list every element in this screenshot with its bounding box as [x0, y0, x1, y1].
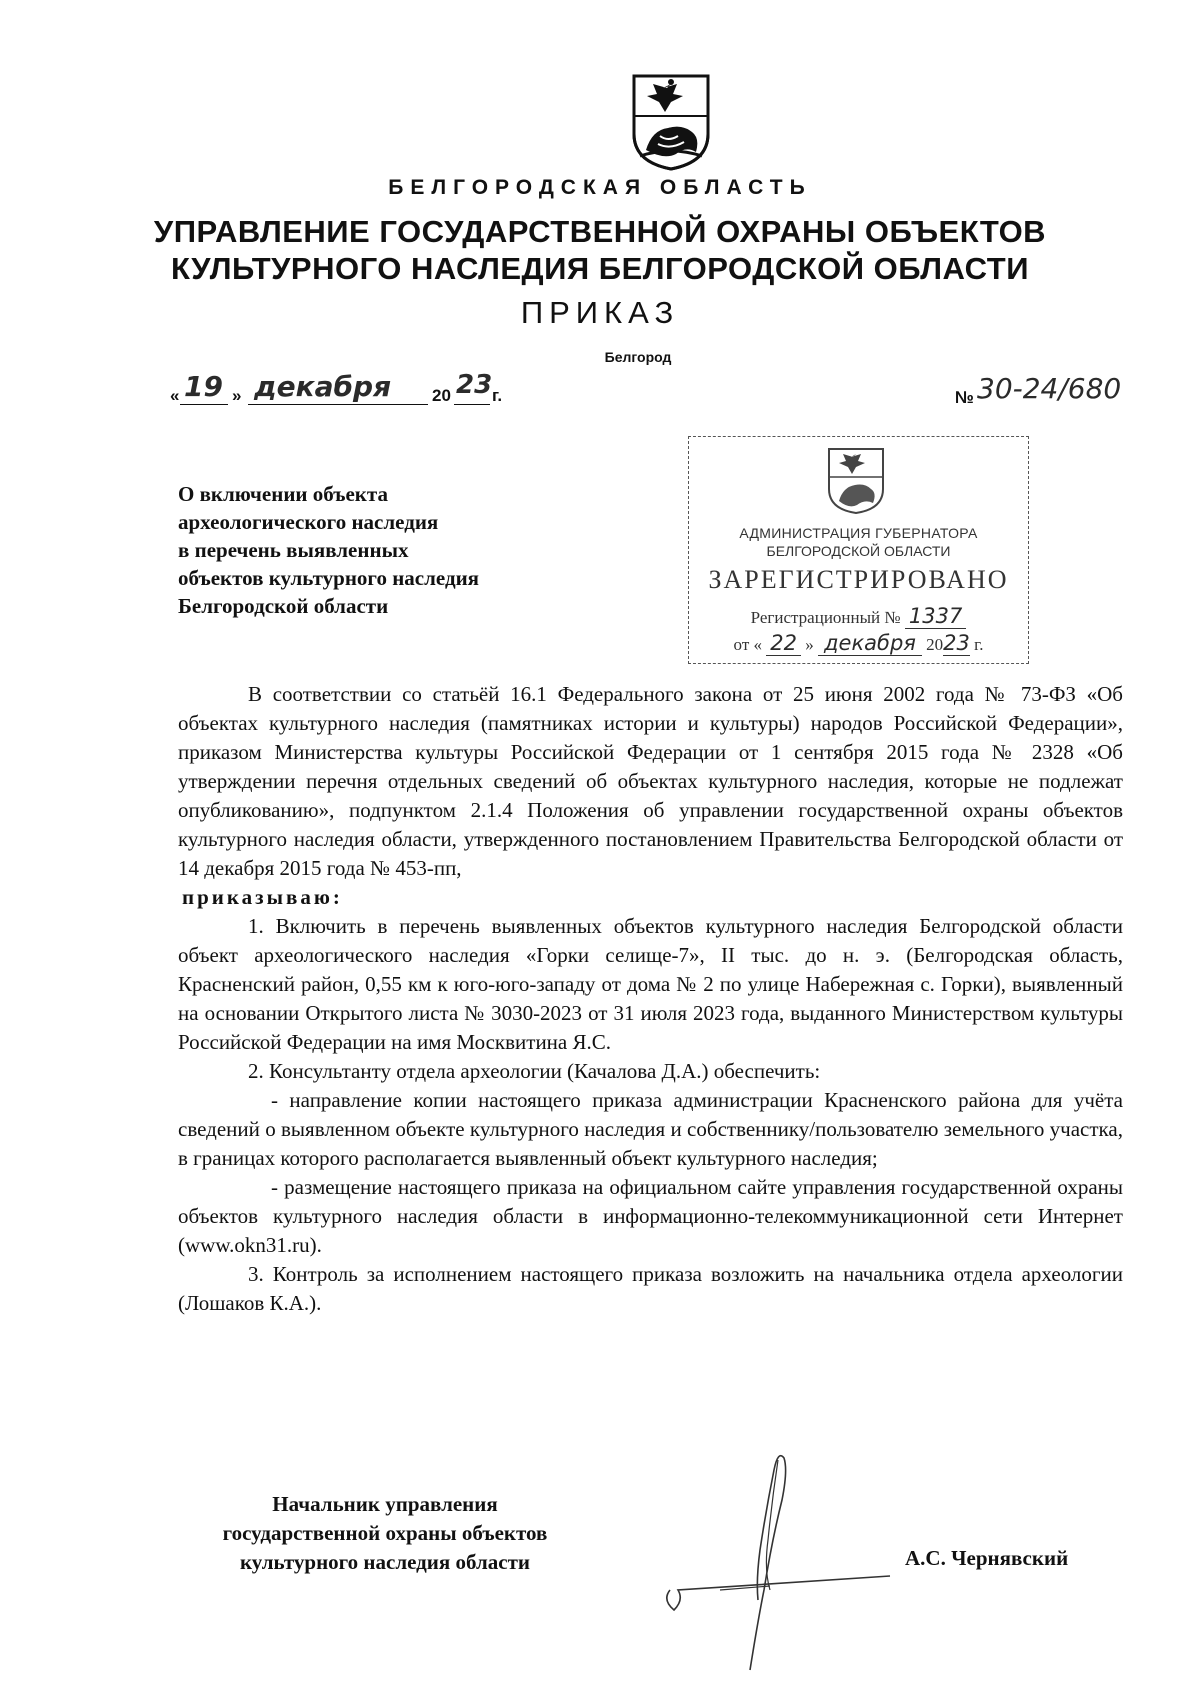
organization-name-line2: КУЛЬТУРНОГО НАСЛЕДИЯ БЕЛГОРОДСКОЙ ОБЛАСТИ	[171, 251, 1029, 286]
stamp-date	[689, 631, 1028, 655]
signatory-title	[175, 1490, 595, 1577]
number-value: 30-24/680	[977, 372, 1122, 405]
stamp-date-month: декабря	[818, 631, 922, 656]
document-body	[178, 680, 1123, 1318]
signatory-name: А.С. Чернявский	[905, 1546, 1069, 1570]
subject-line: в перечень выявленных	[178, 538, 409, 562]
subject-line: археологического наследия	[178, 510, 439, 534]
item-1-paragraph: 1. Включить в перечень выявленных объектов культурного наследия Белгородской области объект археологического наследия «Горки селище-7», II тыс. до н. э. (Белгородская область, Красненский район, 0,55 км к юго-юго-западу от дома № 2 по улице Набережная с. Горки), выявленный на основании Открытого листа № 3030-2023 от 31 июля 2023 года, выданного Министерством культуры Российской Федерации на имя Москвитина Я.С.	[178, 914, 1123, 1054]
date-day-underline	[180, 404, 228, 405]
subject-line: объектов культурного наследия	[178, 566, 480, 590]
signatory-title-line: культурного наследия области	[239, 1550, 531, 1574]
date-month: декабря	[254, 370, 392, 403]
date-year-prefix: 20	[432, 386, 451, 405]
stamp-registration-number	[689, 604, 1028, 628]
stamp-date-close: »	[805, 635, 814, 654]
number-prefix: №	[955, 388, 974, 407]
document-subject	[178, 480, 598, 620]
date-open-quote: «	[170, 386, 180, 405]
signatory-title-line: Начальник управления	[272, 1492, 498, 1516]
stamp-registered: ЗАРЕГИСТРИРОВАНО	[708, 565, 1009, 594]
stamp-date-year-mark: г.	[974, 635, 984, 654]
stamp-reg-number: 1337	[905, 604, 966, 629]
stamp-date-year-suffix: 23	[943, 631, 970, 655]
date-day: 19	[184, 370, 223, 403]
item-2-paragraph: 2. Консультанту отдела археологии (Качалова Д.А.) обеспечить:	[248, 1059, 821, 1083]
coat-of-arms-emblem	[630, 72, 712, 172]
document-date	[170, 372, 540, 408]
stamp-emblem-icon	[825, 445, 887, 515]
date-close-quote: »	[232, 386, 242, 405]
document-city: Белгород	[604, 349, 672, 365]
signatory-title-line: государственной охраны объектов	[222, 1521, 548, 1545]
date-year-underline	[454, 404, 490, 405]
stamp-date-year-prefix: 20	[926, 635, 944, 654]
date-month-underline	[248, 404, 428, 405]
item-2b-paragraph: - размещение настоящего приказа на официальном сайте управления государственной охраны объектов культурного наследия области в информационно-телекоммуникационной сети Интернет (www.okn31.ru).	[178, 1175, 1123, 1257]
date-year-mark: г.	[492, 386, 503, 405]
subject-line: Белгородской области	[178, 594, 389, 618]
stamp-date-from: от «	[733, 635, 763, 654]
stamp-line1: АДМИНИСТРАЦИЯ ГУБЕРНАТОРА	[739, 525, 978, 541]
document-type: ПРИКАЗ	[520, 295, 680, 330]
order-word: приказываю:	[182, 885, 343, 909]
date-year-suffix: 23	[456, 370, 493, 400]
item-3-paragraph: 3. Контроль за исполнением настоящего приказа возложить на начальника отдела археологии (Лошаков К.А.).	[178, 1262, 1123, 1315]
organization-name-line1: УПРАВЛЕНИЕ ГОСУДАРСТВЕННОЙ ОХРАНЫ ОБЪЕКТОВ	[153, 214, 1047, 249]
subject-line: О включении объекта	[178, 482, 388, 506]
preamble-paragraph: В соответствии со статьёй 16.1 Федерального закона от 25 июня 2002 года № 73-ФЗ «Об объектах культурного наследия (памятниках истории и культуры) народов Российской Федерации», приказом Министерства культуры Российской Федерации от 1 сентября 2015 года № 2328 «Об утверждении перечня отдельных сведений об объектах культурного наследия, которые не подлежат опубликованию», подпунктом 2.1.4 Положения об управлении государственной охраны объектов культурного наследия области, утвержденного постановлением Правительства Белгородской области от 14 декабря 2015 года № 453-пп,	[178, 682, 1123, 880]
registration-stamp	[688, 436, 1029, 664]
handwritten-signature	[660, 1440, 900, 1680]
stamp-reg-label: Регистрационный №	[750, 608, 901, 627]
item-2a-paragraph: - направление копии настоящего приказа администрации Красненского района для учёта сведений о выявленном объекте культурного наследия и собственнику/пользователю земельного участка, в границах которого располагается выявленный объект культурного наследия;	[178, 1088, 1123, 1170]
stamp-date-day: 22	[766, 631, 801, 656]
stamp-line2: БЕЛГОРОДСКОЙ ОБЛАСТИ	[766, 543, 951, 559]
region-name: БЕЛГОРОДСКАЯ ОБЛАСТЬ	[388, 176, 812, 199]
